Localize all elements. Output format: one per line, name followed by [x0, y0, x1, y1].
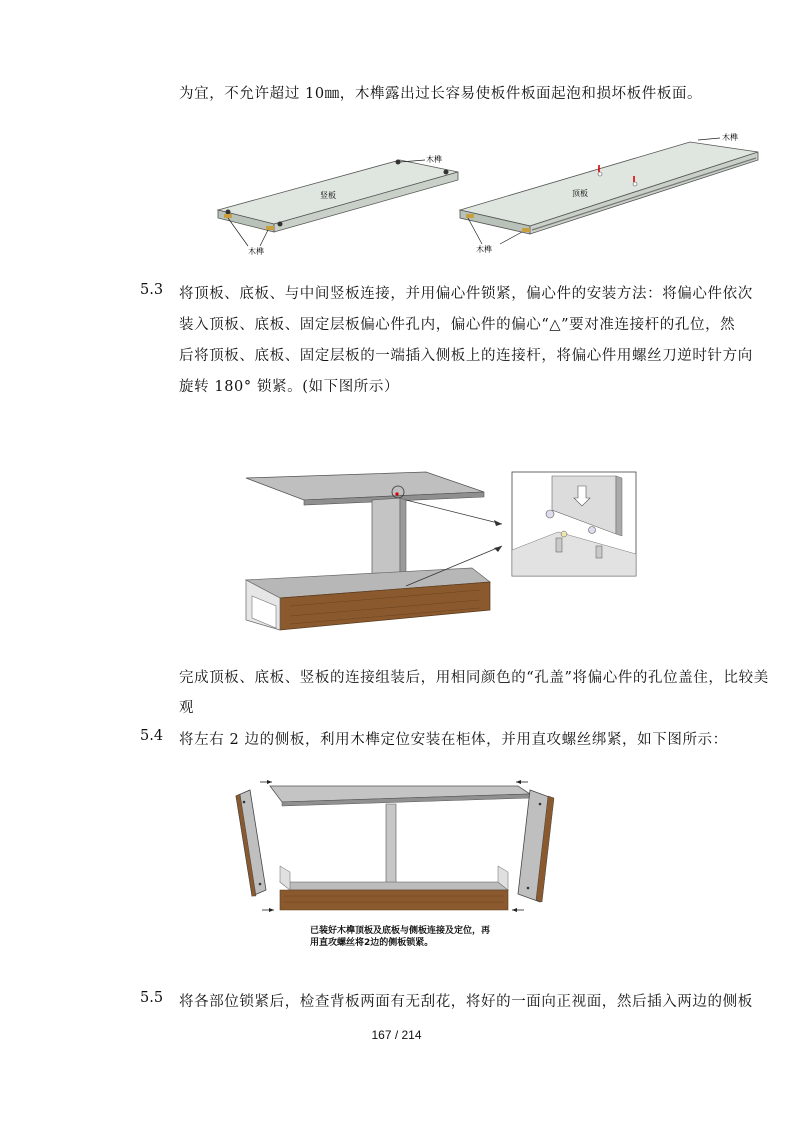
figure-side-panel-assembly	[228, 770, 568, 920]
note-line-1: 完成顶板、底板、竖板的连接组装后，用相同颜色的“孔盖”将偏心件的孔位盖住，比较美	[179, 670, 769, 686]
section-5-3-line-3: 后将顶板、底板、固定层板的一端插入侧板上的连接杆，将偏心件用螺丝刀逆时针方向	[179, 348, 753, 364]
section-5-4-number: 5.4	[140, 728, 164, 744]
section-5-3-line-1: 将顶板、底板、与中间竖板连接，并用偏心件锁紧，偏心件的安装方法：将偏心件依次	[179, 286, 753, 302]
section-5-4-text: 将左右 2 边的侧板，利用木榫定位安装在柜体，并用直攻螺丝绑紧，如下图所示：	[179, 732, 728, 748]
section-5-3-line-4: 旋转 180° 锁紧。(如下图所示）	[179, 379, 400, 395]
dowel-label-3: 木榫	[722, 133, 738, 142]
section-5-5-text: 将各部位锁紧后，检查背板两面有无刮花，将好的一面向正视面，然后插入两边的侧板	[179, 994, 753, 1010]
note-line-2: 观	[179, 700, 195, 716]
figure-3-caption-line-1: 已装好木榫顶板及底板与侧板连接及定位，再	[310, 926, 491, 936]
panel-label-top: 顶板	[572, 189, 588, 198]
page-number: 167 / 214	[371, 1028, 422, 1042]
section-5-5-number: 5.5	[140, 990, 164, 1006]
figure-eccentric-lock	[240, 470, 640, 650]
figure-3-caption-line-2: 用直攻螺丝将2边的侧板锁紧。	[310, 938, 434, 948]
section-5-3-number: 5.3	[140, 282, 164, 298]
dowel-label-1: 木榫	[426, 155, 442, 164]
panel-label-vertical: 竖板	[320, 191, 336, 200]
figure-panels-dowels	[210, 128, 770, 260]
dowel-label-4: 木榫	[476, 245, 492, 254]
section-5-3-line-2: 装入顶板、底板、固定层板偏心件孔内，偏心件的偏心“△”要对准连接杆的孔位，然	[179, 317, 736, 333]
intro-line: 为宜，不允许超过 10㎜，木榫露出过长容易使板件板面起泡和损坏板件板面。	[179, 86, 703, 102]
dowel-label-2: 木榫	[248, 247, 264, 256]
